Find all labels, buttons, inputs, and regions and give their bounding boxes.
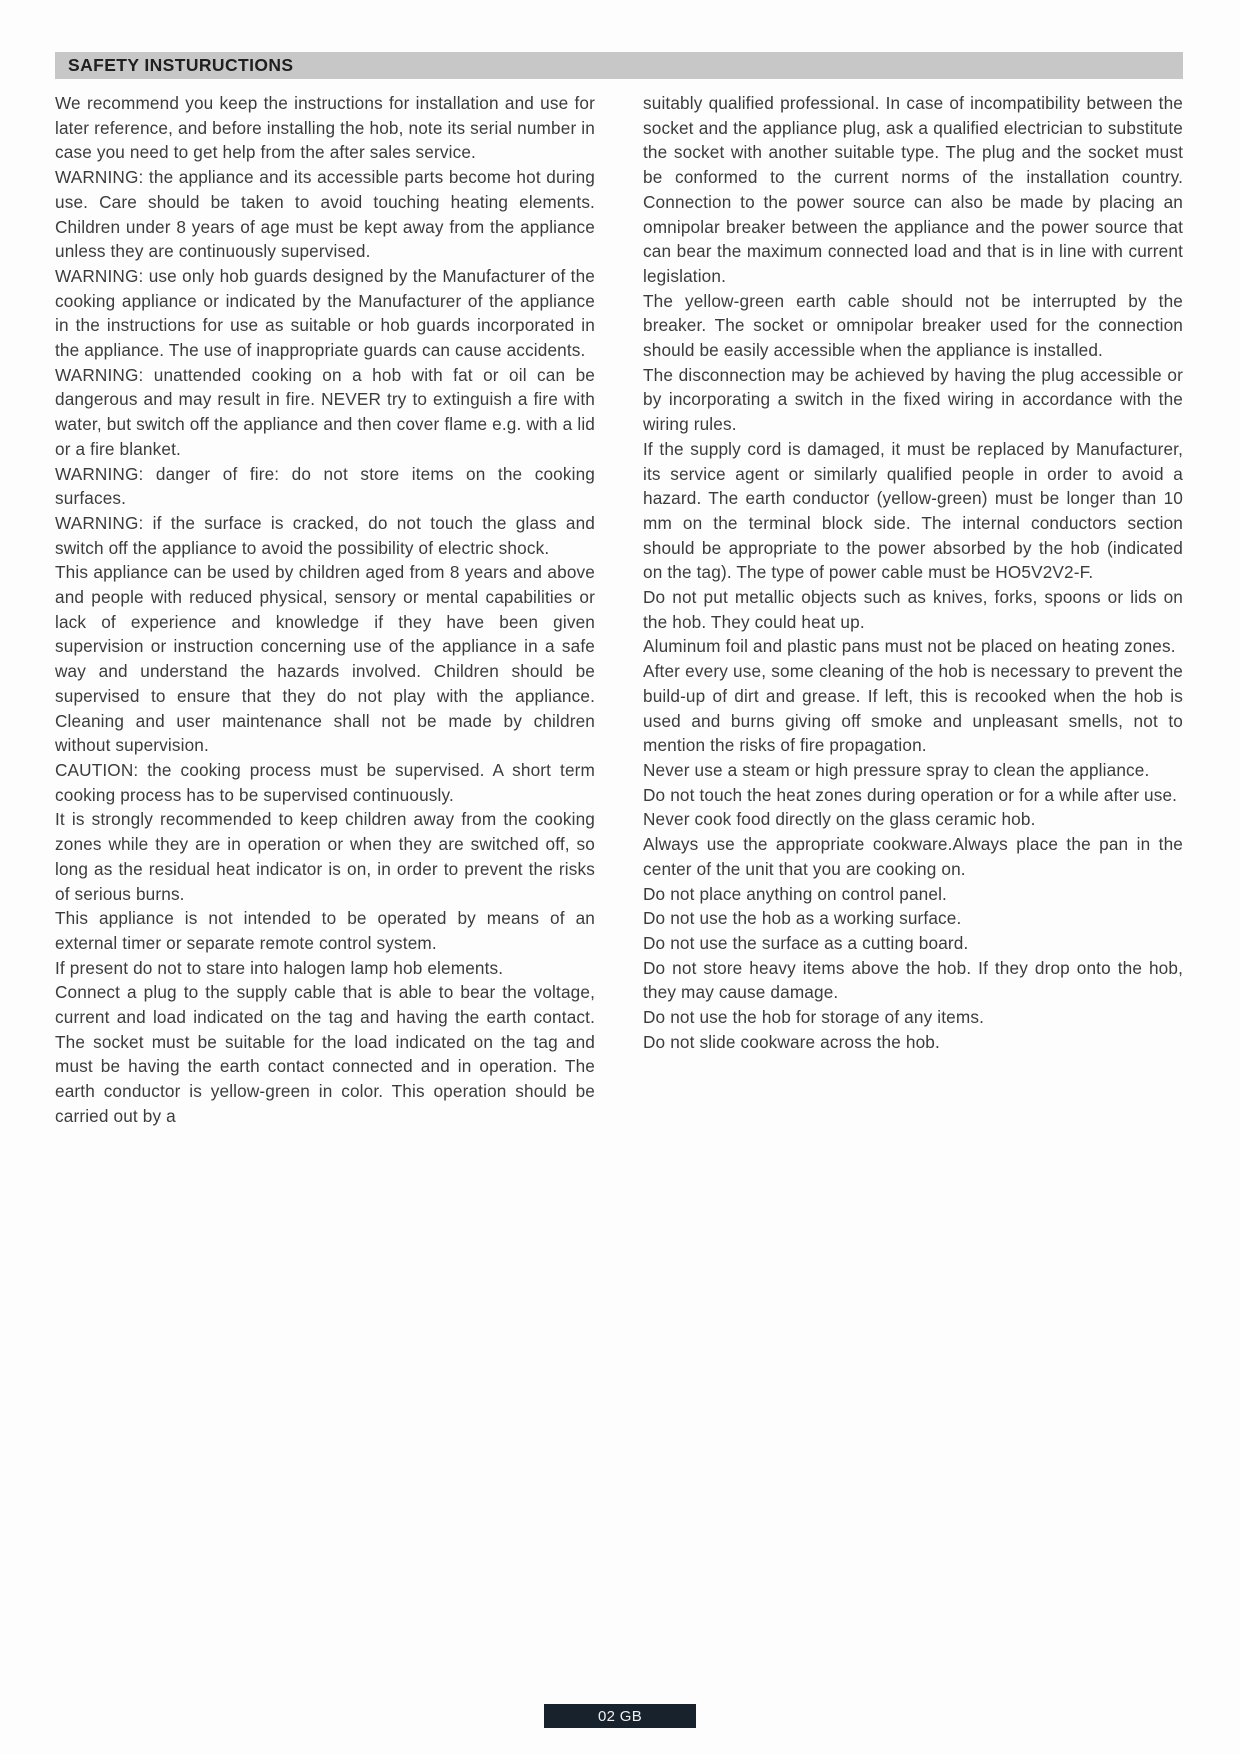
page-number-badge: [544, 1704, 696, 1728]
paragraph: The yellow-green earth cable should not be interrupted by the breaker. The socket or omnipolar breaker used for the connection should be easily accessible when the appliance is installed.: [643, 290, 1183, 361]
paragraph: Always use the appropriate cookware.Always place the pan in the center of the unit that you are cooking on.: [643, 834, 1183, 879]
paragraph: suitably qualified professional. In case of incompatibility between the socket and the appliance plug, ask a qualified electrician to substitute the socket with another suitable type. The plug and the socket must be conformed to the current norms of the installation country. Connection to the power source can also be made by placing an omnipolar breaker between the appliance and the power source that can bear the maximum connected load and that is in line with current legislation.: [643, 93, 1183, 286]
paragraph: Do not touch the heat zones during operation or for a while after use.: [643, 784, 1178, 805]
paragraph: Do not use the surface as a cutting board.: [643, 932, 969, 953]
paragraph: Never cook food directly on the glass ceramic hob.: [643, 809, 1036, 830]
paragraph: The disconnection may be achieved by having the plug accessible or by incorporating a switch in the fixed wiring in accordance with the wiring rules.: [643, 364, 1183, 435]
paragraph: If present do not to stare into halogen lamp hob elements.: [55, 957, 504, 978]
paragraph: WARNING: unattended cooking on a hob with fat or oil can be dangerous and may result in fire. NEVER try to extinguish a fire with water, but switch off the appliance and then cover flame e.g. with a lid or a fire blanket.: [55, 364, 595, 459]
paragraph: Aluminum foil and plastic pans must not be placed on heating zones.: [643, 636, 1176, 657]
paragraph: Do not place anything on control panel.: [643, 883, 947, 904]
left-column: [55, 91, 595, 1129]
page-number-label: 02 GB: [597, 1707, 643, 1725]
paragraph: After every use, some cleaning of the hob is necessary to prevent the build-up of dirt and grease. If left, this is recooked when the hob is used and burns giving off smoke and unpleasant smells, not to mention the risks of fire propagation.: [643, 661, 1183, 756]
paragraph: This appliance can be used by children aged from 8 years and above and people with reduced physical, sensory or mental capabilities or lack of experience and knowledge if they have been given supervision or instruction concerning use of the appliance in a safe way and understand the hazards involved. Children should be supervised to ensure that they do not play with the appliance. Cleaning and user maintenance shall not be made by children without supervision.: [55, 562, 595, 756]
paragraph: Do not store heavy items above the hob. If they drop onto the hob, they may cause damage.: [643, 957, 1183, 1003]
paragraph: This appliance is not intended to be operated by means of an external timer or separate remote control system.: [55, 908, 595, 953]
section-header-bar: [55, 52, 1183, 79]
paragraph: Do not slide cookware across the hob.: [643, 1031, 940, 1052]
paragraph: If the supply cord is damaged, it must be replaced by Manufacturer, its service agent or similarly qualified people in order to avoid a hazard. The earth conductor (yellow-green) must be longer than 10 mm on the terminal block side. The internal conductors section should be appropriate to the power absorbed by the hob (indicated on the tag). The type of power cable must be HO5V2V2-F.: [643, 438, 1183, 583]
paragraph: Do not use the hob as a working surface.: [643, 908, 962, 929]
text-columns: [55, 91, 1183, 1129]
paragraph: WARNING: danger of fire: do not store items on the cooking surfaces.: [55, 463, 595, 509]
paragraph: WARNING: use only hob guards designed by the Manufacturer of the cooking appliance or indicated by the Manufacturer of the appliance in the instructions for use as suitable or hob guards incorporated in the appliance. The use of inappropriate guards can cause accidents.: [55, 265, 595, 361]
paragraph: Do not put metallic objects such as knives, forks, spoons or lids on the hob. They could heat up.: [643, 587, 1183, 632]
right-column: [643, 91, 1183, 1129]
paragraph: Connect a plug to the supply cable that is able to bear the voltage, current and load indicated on the tag and having the earth contact. The socket must be suitable for the load indicated on the tag and must be having the earth contact connected and in operation. The earth conductor is yellow-green in color. This operation should be carried out by a: [55, 982, 595, 1126]
paragraph: We recommend you keep the instructions for installation and use for later reference, and before installing the hob, note its serial number in case you need to get help from the after sales service.: [55, 93, 595, 163]
paragraph: WARNING: the appliance and its accessible parts become hot during use. Care should be taken to avoid touching heating elements. Children under 8 years of age must be kept away from the appliance unless they are continuously supervised.: [55, 167, 595, 262]
paragraph: CAUTION: the cooking process must be supervised. A short term cooking process has to be supervised continuously.: [55, 759, 595, 805]
paragraph: WARNING: if the surface is cracked, do not touch the glass and switch off the appliance to avoid the possibility of electric shock.: [55, 512, 595, 558]
paragraph: It is strongly recommended to keep children away from the cooking zones while they are in operation or when they are switched off, so long as the residual heat indicator is on, in order to prevent the risks of serious burns.: [55, 809, 595, 904]
paragraph: Do not use the hob for storage of any items.: [643, 1007, 984, 1028]
paragraph: Never use a steam or high pressure spray to clean the appliance.: [643, 759, 1150, 780]
section-title: SAFETY INSTURUCTIONS: [68, 55, 294, 75]
